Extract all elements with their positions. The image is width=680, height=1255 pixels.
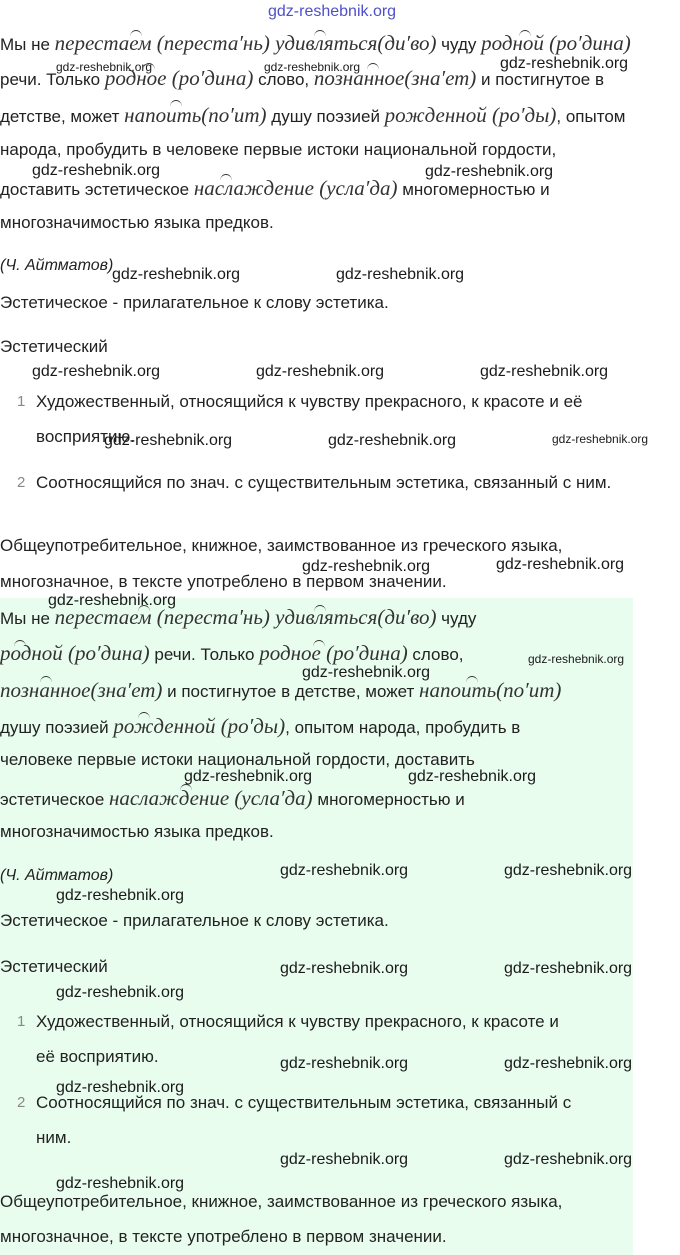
paragraph-line <box>0 751 475 768</box>
annotated-word: (ро′дина) <box>166 66 254 90</box>
annotated-word: (ро′дина) <box>320 641 408 665</box>
watermark-text: gdz-reshebnik.org <box>264 60 361 74</box>
text-run: , опытом народа, пробудить в <box>285 718 521 737</box>
annotated-word: ) <box>262 605 276 629</box>
annotated-word: (ди′во) <box>377 31 437 55</box>
author-citation: (Ч. Айтматов) <box>0 257 114 274</box>
watermark-text: gdz-reshebnik.org <box>280 960 409 977</box>
watermark-text: gdz-reshebnik.org <box>504 960 633 977</box>
annotated-word: наслаждение <box>193 176 314 200</box>
annotated-word: наслаждение <box>109 786 230 810</box>
dictionary-term: Эстетический <box>0 957 108 976</box>
definition-text: восприятию. <box>36 427 135 446</box>
text-run: детстве, может <box>0 107 125 126</box>
annotated-word: (ро′дина) <box>543 31 631 55</box>
annotated-word: (по′ит) <box>496 678 562 702</box>
paragraph-line <box>0 823 274 840</box>
usage-note: многозначное, в тексте употреблено в первом значении. <box>0 572 447 591</box>
annotated-word: (ди′во) <box>377 605 437 629</box>
text-run: эстетическое <box>0 790 110 809</box>
paragraph-line <box>0 178 550 199</box>
annotated-word: познанное <box>0 678 91 702</box>
root-arc-mark <box>314 30 326 37</box>
watermark-text: gdz-reshebnik.org <box>408 768 537 785</box>
annotated-word: рожденной <box>384 103 487 127</box>
root-arc-mark <box>138 712 150 719</box>
watermark-text: gdz-reshebnik.org <box>425 163 554 180</box>
text-run: , опытом <box>556 107 626 126</box>
annotated-word: рожденной <box>113 714 216 738</box>
annotated-word: (усла′да) <box>313 176 398 200</box>
text-run: слово, <box>407 645 464 664</box>
text-run: речи. Только <box>0 70 105 89</box>
text-run: слово, <box>253 70 314 89</box>
root-arc-mark <box>130 30 142 37</box>
definition-number: 1 <box>17 393 26 410</box>
annotated-word: родной <box>0 641 63 665</box>
watermark-text: gdz-reshebnik.org <box>504 1151 633 1168</box>
definition-text: Соотносящийся по знач. с существительным эстетика, связанный с <box>36 1093 572 1112</box>
definition-number: 2 <box>17 1094 26 1111</box>
annotated-word: родное <box>104 66 167 90</box>
root-arc-mark <box>170 100 182 107</box>
watermark-text: gdz-reshebnik.org <box>280 1151 409 1168</box>
root-arc-mark <box>313 640 325 647</box>
root-arc-mark <box>14 640 26 647</box>
watermark-text: gdz-reshebnik.org <box>504 1055 633 1072</box>
paragraph-line <box>0 214 274 231</box>
text-run: многозначимостью языка предков. <box>0 822 274 841</box>
text-run: чуду <box>436 609 477 628</box>
watermark-text: gdz-reshebnik.org <box>336 266 465 283</box>
annotated-word: (усла′да) <box>229 786 313 810</box>
paragraph-line <box>0 680 561 701</box>
paragraph-line <box>0 105 625 126</box>
usage-note: многозначное, в тексте употреблено в первом значении. <box>0 1227 447 1246</box>
definition-text: ним. <box>36 1128 72 1147</box>
root-arc-mark <box>220 174 232 181</box>
watermark-text: gdz-reshebnik.org <box>302 558 431 575</box>
watermark-text: gdz-reshebnik.org <box>280 862 409 879</box>
annotated-word: (зна′ет) <box>404 66 477 90</box>
watermark-text: gdz-reshebnik.org <box>256 363 385 380</box>
definition-text: её восприятию. <box>36 1047 159 1066</box>
annotated-word: ( <box>151 31 164 55</box>
annotated-word: переста′нь <box>163 605 263 629</box>
paragraph-line <box>0 607 476 628</box>
annotated-word: переста′нь <box>163 31 263 55</box>
text-run: и постигнутое в <box>476 70 605 89</box>
text-run: и постигнутое в детстве, может <box>162 682 420 701</box>
watermark-text: gdz-reshebnik.org <box>268 3 397 20</box>
definition-text: Соотносящийся по знач. с существительным эстетика, связанный с ним. <box>36 473 612 492</box>
watermark-text: gdz-reshebnik.org <box>104 432 233 449</box>
watermark-text: gdz-reshebnik.org <box>280 1055 409 1072</box>
annotated-word: (ро′ды) <box>215 714 286 738</box>
annotated-word: ( <box>151 605 164 629</box>
annotated-word: (ро′дина) <box>62 641 150 665</box>
author-citation: (Ч. Айтматов) <box>0 867 114 884</box>
text-run: человеке первые истоки национальной гордости, доставить <box>0 750 475 769</box>
annotated-word: (по′ит) <box>201 103 267 127</box>
definition-number: 2 <box>17 474 26 491</box>
watermark-text: gdz-reshebnik.org <box>56 60 153 74</box>
watermark-text: gdz-reshebnik.org <box>56 984 185 1001</box>
watermark-text: gdz-reshebnik.org <box>496 556 625 573</box>
annotated-word: познанное <box>313 66 405 90</box>
usage-note: Общеупотребительное, книжное, заимствованное из греческого языка, <box>0 1192 563 1211</box>
watermark-text: gdz-reshebnik.org <box>504 862 633 879</box>
watermark-text: gdz-reshebnik.org <box>184 768 313 785</box>
text-run: речи. Только <box>149 645 260 664</box>
usage-note: Общеупотребительное, книжное, заимствованное из греческого языка, <box>0 536 563 555</box>
annotated-word: удивляться <box>275 605 378 629</box>
text-run: душу поэзией <box>0 718 114 737</box>
text-run: Мы не <box>0 35 55 54</box>
definition-text: Художественный, относящийся к чувству прекрасного, к красоте и <box>36 1012 559 1031</box>
watermark-text: gdz-reshebnik.org <box>32 162 161 179</box>
watermark-text: gdz-reshebnik.org <box>500 55 629 72</box>
definition-text: Художественный, относящийся к чувству прекрасного, к красоте и её <box>36 392 583 411</box>
text-run: чуду <box>436 35 482 54</box>
watermark-text: gdz-reshebnik.org <box>56 887 185 904</box>
annotated-word: перестаем <box>54 31 152 55</box>
paragraph-line <box>0 643 464 664</box>
watermark-text: gdz-reshebnik.org <box>32 363 161 380</box>
root-arc-mark <box>40 676 52 683</box>
watermark-text: gdz-reshebnik.org <box>112 266 241 283</box>
root-arc-mark <box>367 63 379 70</box>
annotated-word: ) <box>262 31 276 55</box>
watermark-text: gdz-reshebnik.org <box>528 652 625 666</box>
annotated-word: напоить <box>419 678 497 702</box>
annotated-word: напоить <box>124 103 202 127</box>
adjective-note: Эстетическое - прилагательное к слову эстетика. <box>0 911 389 930</box>
root-arc-mark <box>519 30 531 37</box>
annotated-word: родной <box>481 31 544 55</box>
paragraph-line <box>0 788 465 809</box>
watermark-text: gdz-reshebnik.org <box>302 664 431 681</box>
dictionary-term: Эстетический <box>0 337 108 356</box>
text-run: многозначимостью языка предков. <box>0 213 274 232</box>
annotated-word: перестаем <box>54 605 152 629</box>
annotated-word: (ро′ды) <box>486 103 557 127</box>
text-run: народа, пробудить в человеке первые истоки национальной гордости, <box>0 140 557 159</box>
text-run: доставить эстетическое <box>0 180 194 199</box>
adjective-note: Эстетическое - прилагательное к слову эстетика. <box>0 293 389 312</box>
root-arc-mark <box>466 676 478 683</box>
paragraph-line <box>0 141 556 158</box>
watermark-text: gdz-reshebnik.org <box>48 592 177 609</box>
definition-number: 1 <box>17 1013 26 1030</box>
text-run: Мы не <box>0 609 55 628</box>
annotated-word: (зна′ет) <box>90 678 163 702</box>
annotated-word: родное <box>259 641 321 665</box>
text-run: многомерностью и <box>397 180 550 199</box>
watermark-text: gdz-reshebnik.org <box>56 1175 185 1192</box>
text-run: многомерностью и <box>312 790 465 809</box>
root-arc-mark <box>314 605 326 612</box>
watermark-text: gdz-reshebnik.org <box>552 432 649 446</box>
watermark-text: gdz-reshebnik.org <box>56 1079 185 1096</box>
paragraph-line <box>0 716 520 737</box>
watermark-text: gdz-reshebnik.org <box>480 363 609 380</box>
annotated-word: удивляться <box>275 31 378 55</box>
text-run: душу поэзией <box>266 107 385 126</box>
watermark-text: gdz-reshebnik.org <box>328 432 457 449</box>
